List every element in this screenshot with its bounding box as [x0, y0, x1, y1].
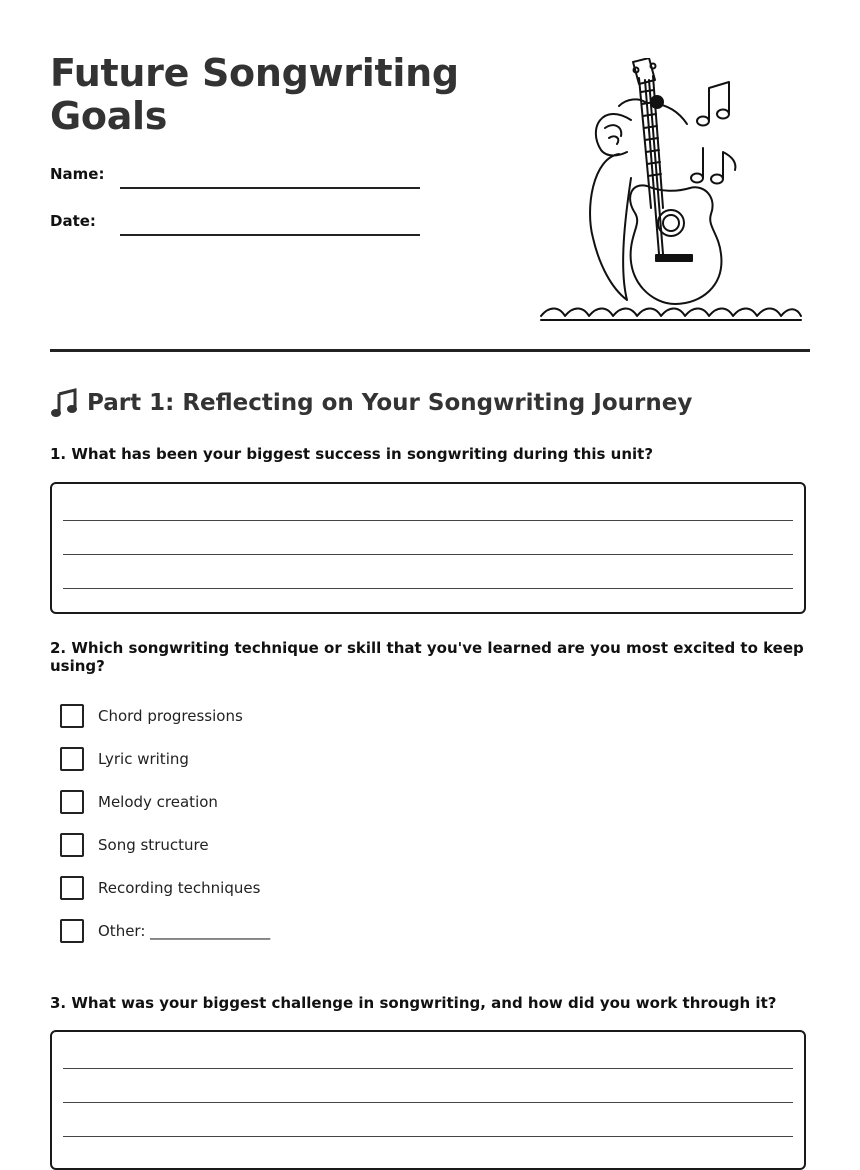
question-1: 1. What has been your biggest success in songwriting during this unit? — [50, 445, 654, 463]
checkbox[interactable] — [60, 704, 84, 728]
option-song-structure[interactable] — [60, 832, 209, 858]
answer-line — [63, 588, 793, 589]
part1-heading-text: Part 1: Reflecting on Your Songwriting Journey — [87, 390, 693, 416]
option-other[interactable] — [60, 918, 270, 944]
answer-box-3[interactable] — [50, 1030, 806, 1170]
music-note-icon — [50, 388, 78, 418]
option-label: Melody creation — [98, 793, 218, 811]
option-label: Chord progressions — [98, 707, 243, 725]
option-melody-creation[interactable] — [60, 789, 218, 815]
answer-line — [63, 1102, 793, 1103]
answer-box-1[interactable] — [50, 482, 806, 614]
name-field[interactable] — [120, 187, 420, 189]
checkbox[interactable] — [60, 790, 84, 814]
page-title: Future Songwriting Goals — [50, 51, 459, 138]
option-label: Song structure — [98, 836, 209, 854]
checkbox[interactable] — [60, 919, 84, 943]
guitar-bird-illustration — [535, 58, 805, 328]
question-3: 3. What was your biggest challenge in songwriting, and how did you work through it? — [50, 994, 777, 1012]
answer-line — [63, 1136, 793, 1137]
answer-line — [63, 554, 793, 555]
section-divider — [50, 349, 810, 352]
date-field[interactable] — [120, 234, 420, 236]
date-label: Date: — [50, 212, 96, 230]
name-label: Name: — [50, 165, 105, 183]
option-lyric-writing[interactable] — [60, 746, 189, 772]
option-label: Lyric writing — [98, 750, 189, 768]
option-chord-progressions[interactable] — [60, 703, 243, 729]
answer-line — [63, 520, 793, 521]
checkbox[interactable] — [60, 747, 84, 771]
option-label: Recording techniques — [98, 879, 261, 897]
answer-line — [63, 1068, 793, 1069]
part1-heading — [50, 388, 692, 418]
checkbox[interactable] — [60, 833, 84, 857]
option-label: Other: ________________ — [98, 922, 271, 940]
checkbox[interactable] — [60, 876, 84, 900]
question-2: 2. Which songwriting technique or skill that you've learned are you most excited to keep using? — [50, 639, 804, 675]
option-recording-techniques[interactable] — [60, 875, 260, 901]
